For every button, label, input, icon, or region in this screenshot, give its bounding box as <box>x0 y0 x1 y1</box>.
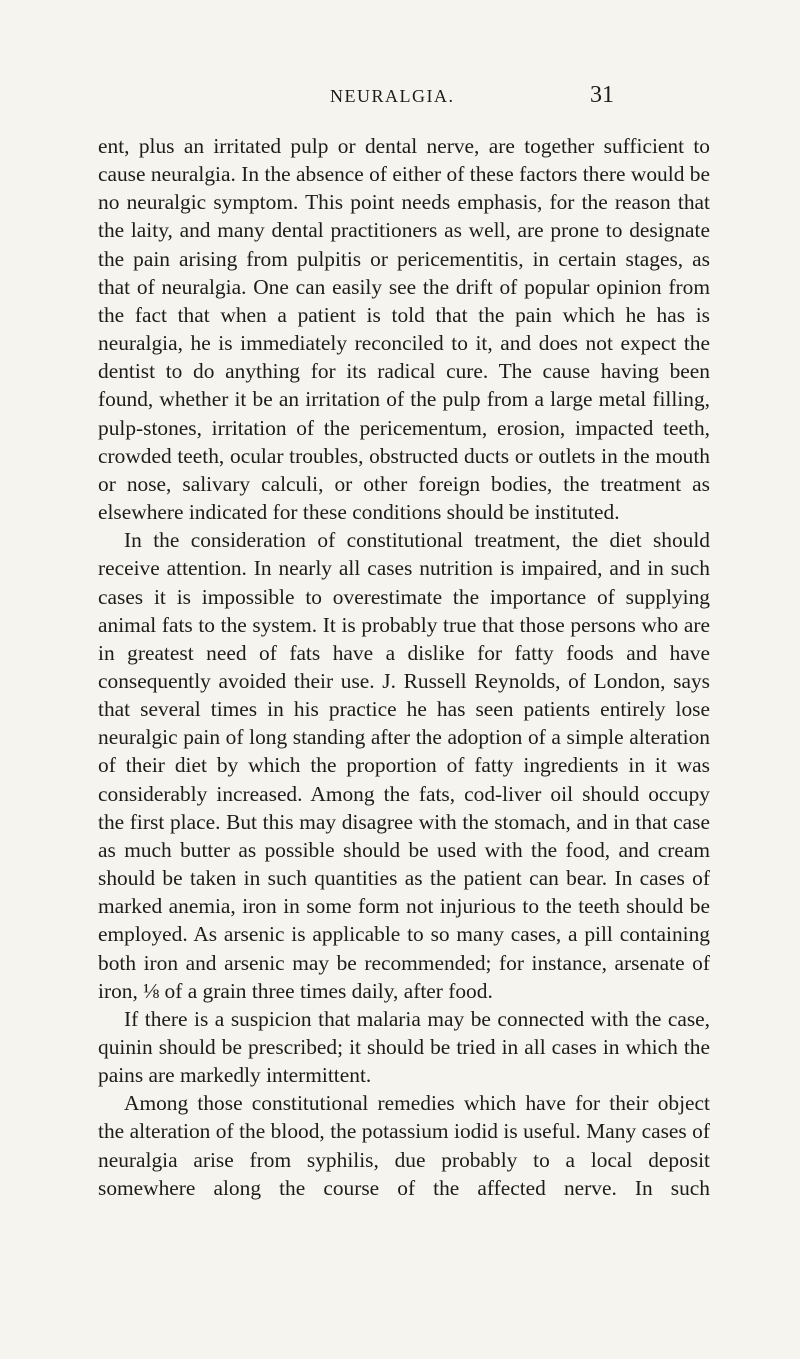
page-number: 31 <box>590 82 614 108</box>
paragraph-diet: In the consideration of constitutional treatment, the diet should receive attention. In nearly all cases nutrition is impaired, and in such cases it is impossible to overestimate the importance of supplying animal fats to the system. It is probably true that those persons who are in greatest need of fats have a dislike for fatty foods and have consequently avoided their use. J. Russell Reynolds, of London, says that several times in his practice he has seen patients entirely lose neuralgic pain of long standing after the adoption of a simple alteration of their diet by which the proportion of fatty ingredients in it was considerably increased. Among the fats, cod-liver oil should occupy the first place. But this may disagree with the stomach, and in that case as much butter as possible should be used with the food, and cream should be taken in such quantities as the patient can bear. In cases of marked anemia, iron in some form not injurious to the teeth should be employed. As arsenic is applicable to so many cases, a pill containing both iron and arsenic may be recommended; for instance, arsenate of iron, ⅛ of a grain three times daily, after food. <box>98 528 710 1003</box>
paragraph-continued: ent, plus an irritated pulp or dental nerve, are together sufficient to cause neuralgia. In the absence of either of these factors there would be no neuralgic symptom. This point needs emphasis, for the reason that the laity, and many dental practitioners as well, are prone to designate the pain arising from pulpitis or pericementitis, in certain stages, as that of neuralgia. One can easily see the drift of popular opinion from the fact that when a patient is told that the pain which he has is neuralgia, he is immediately reconciled to it, and does not expect the dentist to do anything for its radical cure. The cause having been found, whether it be an irritation of the pulp from a large metal filling, pulp-stones, irritation of the pericementum, erosion, impacted teeth, crowded teeth, ocular troubles, obstructed ducts or outlets in the mouth or nose, salivary calculi, or other foreign bodies, the treatment as elsewhere indicated for these conditions should be instituted. <box>98 134 710 525</box>
running-head: NEURALGIA. <box>330 86 455 106</box>
body-text <box>98 132 710 1202</box>
paragraph-malaria: If there is a suspicion that malaria may be connected with the case, quinin should be prescribed; it should be tried in all cases in which the pains are markedly intermittent. <box>98 1006 710 1088</box>
paragraph-remedies: Among those constitutional remedies which have for their object the alteration of the blood, the potassium iodid is useful. Many cases of neuralgia arise from syphilis, due probably to a local deposit somewhere along the course of the affected nerve. In such <box>98 1091 710 1200</box>
page-header <box>0 82 800 116</box>
